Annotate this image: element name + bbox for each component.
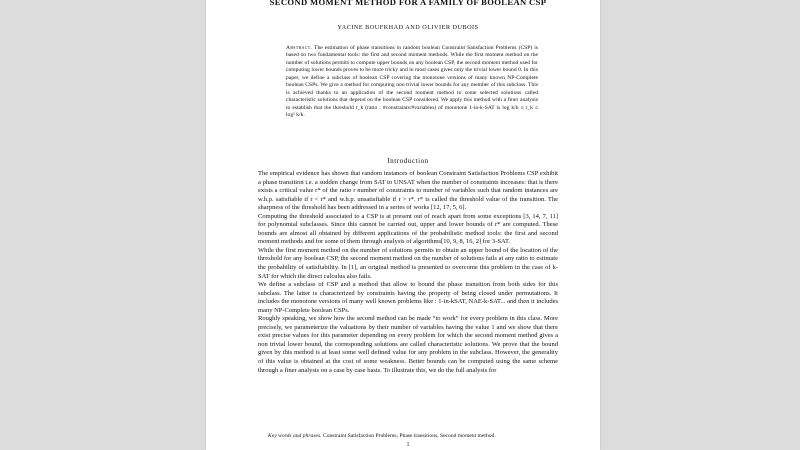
paper-page xyxy=(206,0,600,450)
abstract-label: Abstract. xyxy=(286,45,313,51)
intro-paragraph: We define a subclass of CSP and a method that allow to bound the phase transition from both sides for this subclass. The latter is characterized by constraints having the property of being closed under permutations. It includes the monotone versions of many well known problems like : 1-in-kSAT, NAE-k-SAT... and then it includes many NP-Complete boolean CSPs. xyxy=(258,281,558,314)
intro-paragraph: Roughly speaking, we show how the second method can be made “to work” for every problem in this class. More precisely, we parameterize the valuations by their number of variables having the value 1 and we show that there exist precise values for this parameter depending on every problem for which the second moment method gives a non trivial lower bound, the corresponding solutions are called characteristic solutions. We prove that the bound given by this method is at least some well defined value for any problem in the subclass. However, the generality of this value is obtained at the cost of some weakness. Better bounds can be computed using the same scheme through a finer analysis on a case by case basis. To illustrate this, we do the full analysis for xyxy=(258,315,558,374)
page-number: 1 xyxy=(406,442,410,448)
paper-authors: YACINE BOUFKHAD AND OLIVIER DUBOIS xyxy=(337,24,479,31)
intro-paragraph: While the first moment method on the number of solutions permits to obtain an upper bound of the location of the threshold for any boolean CSP, the second moment method on the number of solutions fails at any ratio to estimate the probability of satisfiability. In [1], an original method is presented to overcome this problem in the case of k-SAT for which the direct calculus also fails. xyxy=(258,246,558,280)
abstract-block xyxy=(286,45,538,120)
intro-paragraph: Computing the threshold associated to a CSP is at present out of reach apart from some exceptions [3, 14, 7, 11] for polynomial subclasses. Since this cannot be carried out, upper and lower bounds of r* are computed. These bounds are almost all obtained by different applications of the probabilistic method tools: the first and second moment methods and for some of them through analysis of algorithms[10, 9, 8, 16, 2] for 3-SAT. xyxy=(258,212,558,246)
introduction-body xyxy=(258,170,558,375)
footnote-text: Constraint Satisfaction Problems, Phase transitions, Second moment method. xyxy=(322,433,496,439)
paper-title: SECOND MOMENT METHOD FOR A FAMILY OF BOOLEAN CSP xyxy=(269,0,547,7)
footnote-label: Key words and phrases. xyxy=(268,433,322,439)
keywords-footnote xyxy=(268,433,568,439)
section-heading-introduction: Introduction xyxy=(387,157,429,165)
abstract-text: The estimation of phase transitions in random boolean Constraint Satisfaction Problems (CSP) is based on two fundamental tools: the first and second moment methods. While the first moment method on the number of solutions permits to compute upper bounds on any boolean CSP, the second moment method used for computing lower bounds proves to be more tricky and in most cases gives only the trivial lower bound 0. In this paper, we define a subclass of boolean CSP covering the monotone versions of many known NP-Complete boolean CSPs. We give a method for computing non trivial lower bounds for any member of this subclass. This is achieved thanks to an application of the second moment method to some selected solutions called characteristic solutions that depend on the boolean CSP considered. We apply this method with a finer analysis to establish that the threshold r_k (ratio : #constraints/#variables) of monotone 1-in-k-SAT is log k/k ≤ r_k ≤ log² k/k. xyxy=(286,45,538,119)
intro-paragraph: The empirical evidence has shown that random instances of boolean Constraint Satisfaction Problems CSP exhibit a phase transition i.e. a sudden change from SAT to UNSAT when the number of constraints increases: that is there exists a critical value r* of the ratio r number of constraints to number of variables such that random instances are w.h.p. satisfiable if r < r* and w.h.p. unsatisfiable if r > r*. r* is called the threshold value of the transition. The sharpness of the threshold has been addressed in a series of works [12, 17, 5, 6]. xyxy=(258,170,558,212)
